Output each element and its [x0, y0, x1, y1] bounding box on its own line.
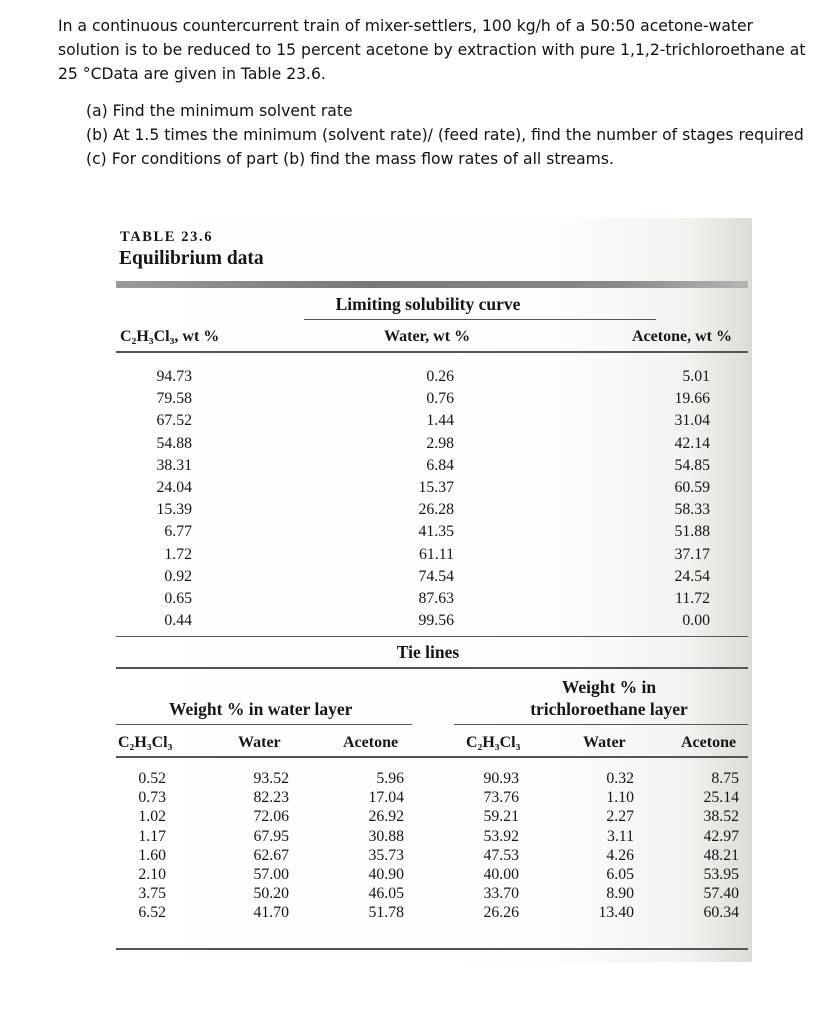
problem-statement	[58, 14, 818, 171]
solubility-cell-c2h3cl3: 94.73	[156, 368, 192, 385]
solubility-cell-acetone: 37.17	[674, 545, 710, 563]
title-rule	[116, 281, 748, 288]
tl-water-c2h3cl3-header: C₂H₃Cl₃	[118, 734, 173, 751]
tielines-heading-rule	[116, 667, 748, 669]
solubility-col-acetone-header: Acetone, wt %	[632, 328, 732, 345]
solubility-cell-water: 74.54	[418, 567, 454, 585]
tl-tce-cell-c2h3cl3: 33.70	[483, 885, 519, 903]
tl-water-cell-c2h3cl3: 2.10	[138, 865, 166, 883]
tl-tce-c2h3cl3-col	[464, 769, 519, 923]
tl-water-acetone-col	[350, 769, 404, 923]
tl-tce-cell-acetone: 57.40	[703, 885, 739, 903]
solubility-cell-c2h3cl3: 54.88	[156, 434, 192, 452]
tl-water-cell-water: 93.52	[253, 770, 289, 787]
problem-line-2: solution is to be reduced to 15 percent acetone by extraction with pure 1,1,2-trichloroethane at	[58, 41, 806, 59]
solubility-cell-water: 87.63	[418, 589, 454, 607]
tl-tce-cell-c2h3cl3: 59.21	[483, 808, 519, 826]
tl-tce-acetone-col	[684, 769, 739, 923]
solubility-cell-acetone: 42.14	[674, 434, 710, 452]
tl-tce-cell-water: 0.32	[606, 770, 634, 787]
solubility-cell-acetone: 5.01	[682, 368, 710, 385]
tielines-heading: Tie lines	[396, 642, 460, 662]
tl-tce-cell-water: 8.90	[606, 885, 634, 903]
tl-water-cell-water: 62.67	[253, 846, 289, 864]
solubility-cell-c2h3cl3: 15.39	[156, 501, 192, 519]
solubility-heading: Limiting solubility curve	[335, 294, 521, 314]
tl-tce-cell-water: 1.10	[606, 789, 634, 807]
tl-tce-cell-c2h3cl3: 26.26	[483, 904, 519, 922]
tl-water-cell-water: 67.95	[253, 827, 289, 845]
tl-water-water-header: Water	[238, 734, 281, 751]
tl-tce-cell-water: 3.11	[606, 827, 634, 845]
solubility-cell-c2h3cl3: 0.92	[164, 567, 192, 585]
solubility-heading-rule	[304, 319, 656, 320]
solubility-cell-water: 0.76	[426, 390, 454, 408]
tl-tce-cell-c2h3cl3: 53.92	[483, 827, 519, 845]
solubility-cell-c2h3cl3: 79.58	[156, 390, 192, 408]
tl-tce-cell-acetone: 48.21	[703, 846, 739, 864]
solubility-col-water	[394, 366, 454, 632]
solubility-cell-water: 6.84	[426, 456, 454, 474]
tl-water-cell-water: 41.70	[253, 904, 289, 922]
tce-layer-rule	[454, 724, 748, 725]
table-image	[104, 218, 752, 962]
solubility-cell-c2h3cl3: 67.52	[156, 412, 192, 430]
tl-water-cell-c2h3cl3: 3.75	[138, 885, 166, 903]
tl-water-cell-water: 50.20	[253, 885, 289, 903]
tl-tce-cell-c2h3cl3: 40.00	[483, 865, 519, 883]
solubility-cell-acetone: 60.59	[674, 478, 710, 496]
tl-tce-cell-acetone: 42.97	[703, 827, 739, 845]
solubility-cell-acetone: 54.85	[674, 456, 710, 474]
solubility-cell-c2h3cl3: 0.44	[164, 612, 192, 630]
solubility-cell-water: 0.26	[426, 368, 454, 385]
tl-water-acetone-header: Acetone	[343, 734, 399, 751]
tl-water-cell-c2h3cl3: 1.17	[138, 827, 166, 845]
solubility-cell-water: 26.28	[418, 501, 454, 519]
tl-water-cell-water: 82.23	[253, 789, 289, 807]
tl-tce-cell-acetone: 53.95	[703, 865, 739, 883]
table-bottom-rule	[116, 948, 748, 950]
tl-tce-water-col	[584, 769, 634, 923]
solubility-cell-acetone: 51.88	[674, 523, 710, 541]
tl-water-cell-c2h3cl3: 0.73	[138, 789, 166, 807]
tl-water-water-col	[234, 769, 289, 923]
tl-tce-cell-water: 4.26	[606, 846, 634, 864]
solubility-cell-c2h3cl3: 38.31	[156, 456, 192, 474]
tl-tce-acetone-header: Acetone	[681, 734, 737, 751]
solubility-cell-acetone: 19.66	[674, 390, 710, 408]
solubility-col-c2h3cl3-header: C₂H₃Cl₃, wt %	[120, 328, 220, 345]
solubility-col-acetone	[652, 366, 710, 632]
solubility-header-rule	[116, 351, 748, 353]
tl-tce-cell-acetone: 60.34	[703, 904, 739, 922]
tl-tce-cell-acetone: 38.52	[703, 808, 739, 826]
solubility-cell-water: 41.35	[418, 523, 454, 541]
solubility-cell-water: 2.98	[426, 434, 454, 452]
tl-water-cell-c2h3cl3: 0.52	[138, 770, 166, 787]
solubility-cell-acetone: 31.04	[674, 412, 710, 430]
solubility-cell-water: 1.44	[426, 412, 454, 430]
tl-tce-cell-c2h3cl3: 73.76	[483, 789, 519, 807]
tl-tce-cell-acetone: 25.14	[703, 789, 739, 807]
tl-tce-c2h3cl3-header: C₂H₃Cl₃	[466, 734, 521, 751]
part-a: (a) Find the minimum solvent rate	[86, 102, 353, 120]
solubility-cell-c2h3cl3: 24.04	[156, 478, 192, 496]
tl-water-cell-c2h3cl3: 1.02	[138, 808, 166, 826]
tl-water-cell-acetone: 17.04	[368, 789, 404, 807]
problem-line-1: In a continuous countercurrent train of mixer-settlers, 100 kg/h of a 50:50 acetone-water	[58, 17, 754, 35]
problem-line-3: 25 °CData are given in Table 23.6.	[58, 65, 326, 83]
solubility-cell-c2h3cl3: 6.77	[164, 523, 192, 541]
tl-water-cell-acetone: 30.88	[368, 827, 404, 845]
tl-tce-cell-acetone: 8.75	[711, 770, 739, 787]
tl-water-cell-c2h3cl3: 1.60	[138, 846, 166, 864]
tl-tce-cell-c2h3cl3: 90.93	[483, 770, 519, 787]
tl-water-cell-acetone: 35.73	[368, 846, 404, 864]
problem-parts	[86, 99, 818, 171]
tl-water-cell-acetone: 26.92	[368, 808, 404, 826]
solubility-cell-water: 99.56	[418, 612, 454, 630]
water-layer-heading: Weight % in water layer	[169, 699, 353, 719]
tl-tce-cell-c2h3cl3: 47.53	[483, 846, 519, 864]
tielines-header-rule	[116, 756, 748, 758]
solubility-col-c2h3cl3	[138, 366, 192, 632]
solubility-cell-water: 15.37	[418, 478, 454, 496]
tl-tce-cell-water: 2.27	[606, 808, 634, 826]
tl-tce-water-header: Water	[583, 734, 626, 751]
tce-layer-heading-2: trichloroethane layer	[530, 699, 688, 719]
tl-tce-cell-water: 13.40	[598, 904, 634, 922]
part-b: (b) At 1.5 times the minimum (solvent rate)/ (feed rate), find the number of stages required	[86, 126, 804, 144]
solubility-cell-acetone: 0.00	[682, 612, 710, 630]
solubility-cell-c2h3cl3: 0.65	[164, 589, 192, 607]
tl-water-c2h3cl3-col	[118, 769, 166, 923]
water-layer-rule	[116, 724, 412, 725]
tl-water-cell-acetone: 5.96	[376, 770, 404, 787]
solubility-bottom-rule	[116, 636, 748, 637]
tl-water-cell-c2h3cl3: 6.52	[138, 904, 166, 922]
tl-tce-cell-water: 6.05	[606, 865, 634, 883]
tl-water-cell-water: 57.00	[253, 865, 289, 883]
tl-water-cell-acetone: 40.90	[368, 865, 404, 883]
table-title: Equilibrium data	[119, 248, 264, 269]
solubility-cell-acetone: 58.33	[674, 501, 710, 519]
solubility-cell-acetone: 11.72	[675, 589, 710, 607]
solubility-cell-acetone: 24.54	[674, 567, 710, 585]
tl-water-cell-acetone: 46.05	[368, 885, 404, 903]
tl-water-cell-acetone: 51.78	[368, 904, 404, 922]
solubility-col-water-header: Water, wt %	[384, 328, 471, 345]
table-label: TABLE 23.6	[120, 229, 214, 245]
tl-water-cell-water: 72.06	[253, 808, 289, 826]
solubility-cell-water: 61.11	[419, 545, 454, 563]
part-c: (c) For conditions of part (b) find the mass flow rates of all streams.	[86, 150, 614, 168]
tce-layer-heading-1: Weight % in	[561, 677, 657, 697]
solubility-cell-c2h3cl3: 1.72	[164, 545, 192, 563]
